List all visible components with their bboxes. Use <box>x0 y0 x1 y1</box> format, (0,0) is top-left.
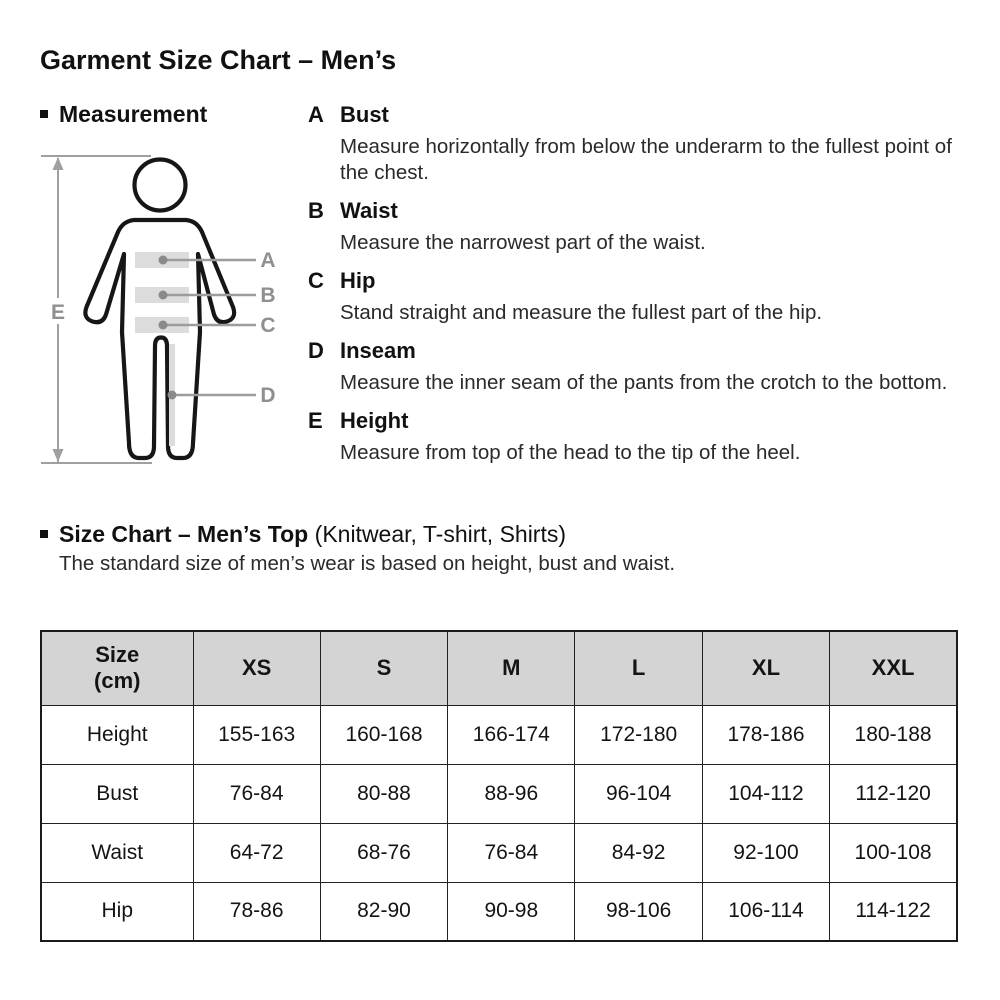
arrow-down-icon <box>53 449 64 462</box>
size-chart-heading-suffix: (Knitwear, T-shirt, Shirts) <box>314 521 567 547</box>
cell: 104-112 <box>702 764 829 823</box>
table-row-hip <box>41 882 957 941</box>
definition-item-hip <box>308 268 980 326</box>
cell: 114-122 <box>830 882 957 941</box>
cell: 100-108 <box>830 823 957 882</box>
row-label: Bust <box>41 764 193 823</box>
cell: 90-98 <box>448 882 575 941</box>
definition-description: Measure from top of the head to the tip of the heel. <box>340 441 801 464</box>
cell: 160-168 <box>320 705 447 764</box>
square-bullet-icon <box>40 110 48 118</box>
cell: 180-188 <box>830 705 957 764</box>
column-header-xxl: XXL <box>830 631 957 705</box>
column-header-l: L <box>575 631 702 705</box>
body-measurement-diagram <box>20 140 300 490</box>
definition-item-height <box>308 408 980 466</box>
cell: 68-76 <box>320 823 447 882</box>
cell: 80-88 <box>320 764 447 823</box>
figure-head <box>135 160 186 211</box>
cell: 112-120 <box>830 764 957 823</box>
table-header-row <box>41 631 957 705</box>
row-label: Height <box>41 705 193 764</box>
definition-description: Measure the narrowest part of the waist. <box>340 231 706 254</box>
diagram-label-e: E <box>50 301 66 324</box>
cell: 98-106 <box>575 882 702 941</box>
size-chart-section-heading <box>40 520 566 548</box>
definition-term: Bust <box>340 102 389 127</box>
cell: 88-96 <box>448 764 575 823</box>
cell: 64-72 <box>193 823 320 882</box>
cell: 76-84 <box>448 823 575 882</box>
definition-letter: A <box>308 102 324 127</box>
table-row-bust <box>41 764 957 823</box>
cell: 96-104 <box>575 764 702 823</box>
measurement-definitions <box>308 102 980 478</box>
measurement-section-heading <box>40 100 207 128</box>
cell: 166-174 <box>448 705 575 764</box>
definition-item-bust <box>308 102 980 186</box>
column-header-m: M <box>448 631 575 705</box>
cell: 78-86 <box>193 882 320 941</box>
definition-letter: C <box>308 268 324 293</box>
arrow-up-icon <box>53 157 64 170</box>
definition-item-waist <box>308 198 980 256</box>
size-chart-subtitle: The standard size of men’s wear is based on height, bust and waist. <box>59 552 676 575</box>
cell: 178-186 <box>702 705 829 764</box>
page-title: Garment Size Chart – Men’s <box>40 45 397 75</box>
definition-term: Height <box>340 408 409 433</box>
measurement-heading-label: Measurement <box>59 101 208 127</box>
column-header-xs: XS <box>193 631 320 705</box>
definition-term: Inseam <box>340 338 416 363</box>
definition-description: Measure the inner seam of the pants from the crotch to the bottom. <box>340 371 948 394</box>
table-row-height <box>41 705 957 764</box>
table-row-waist <box>41 823 957 882</box>
definition-letter: B <box>308 198 324 223</box>
column-header-size: Size (cm) <box>41 631 193 705</box>
definition-term: Waist <box>340 198 398 223</box>
cell: 106-114 <box>702 882 829 941</box>
cell: 172-180 <box>575 705 702 764</box>
column-header-xl: XL <box>702 631 829 705</box>
size-chart-heading-label: Size Chart – Men’s Top <box>59 521 309 547</box>
diagram-label-a: A <box>260 249 276 272</box>
definition-description: Measure horizontally from below the underarm to the fullest point of the chest. <box>340 135 952 184</box>
definition-letter: E <box>308 408 323 433</box>
row-label: Waist <box>41 823 193 882</box>
definition-term: Hip <box>340 268 376 293</box>
square-bullet-icon <box>40 530 48 538</box>
diagram-label-c: C <box>260 314 276 337</box>
row-label: Hip <box>41 882 193 941</box>
cell: 82-90 <box>320 882 447 941</box>
cell: 92-100 <box>702 823 829 882</box>
cell: 155-163 <box>193 705 320 764</box>
diagram-label-b: B <box>260 284 276 307</box>
definition-item-inseam <box>308 338 980 396</box>
cell: 84-92 <box>575 823 702 882</box>
definition-letter: D <box>308 338 324 363</box>
definition-description: Stand straight and measure the fullest part of the hip. <box>340 301 823 324</box>
column-header-s: S <box>320 631 447 705</box>
size-chart-table <box>40 630 958 942</box>
cell: 76-84 <box>193 764 320 823</box>
diagram-label-d: D <box>260 384 276 407</box>
